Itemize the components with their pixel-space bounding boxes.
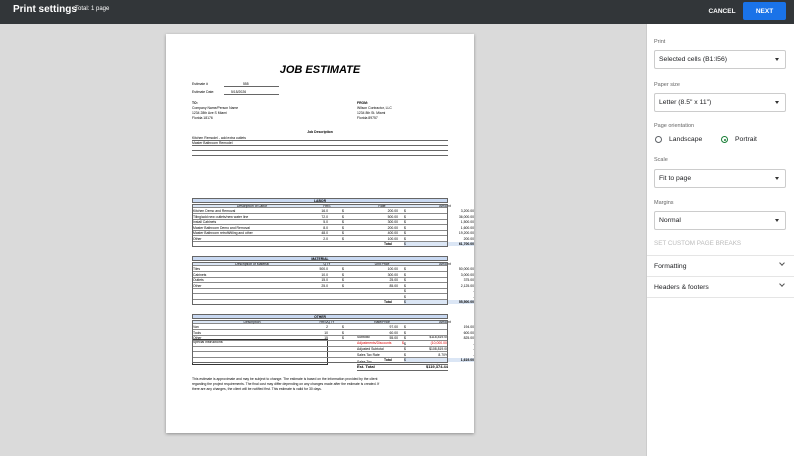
- material-total-currency: $: [404, 300, 406, 305]
- to-label: TO:: [192, 101, 198, 105]
- material-cell: Cabinets: [193, 272, 207, 277]
- page-title: Print settings: [13, 4, 77, 15]
- labor-cell: 200.00: [387, 225, 398, 230]
- from-label: FROM:: [357, 101, 369, 105]
- material-cell: 100.00: [387, 267, 398, 272]
- footer-line: there are any changes, the client will be notified first. This estimate is valid for 30 days.: [192, 387, 322, 391]
- material-cell: 25.00: [389, 278, 398, 283]
- other-cell: 2: [326, 325, 328, 330]
- labor-cell: $: [342, 225, 344, 230]
- labor-header-cell: Description of Labor: [236, 203, 268, 208]
- date-label: Estimate Date:: [192, 90, 215, 94]
- portrait-label[interactable]: Portrait: [735, 136, 757, 143]
- material-header-cell: Description of Material: [235, 261, 269, 266]
- other-cell: $: [404, 325, 406, 330]
- paper-size-label: Paper size: [654, 82, 680, 88]
- other-cell: Tools: [193, 330, 201, 335]
- formatting-label: Formatting: [654, 263, 687, 270]
- margins-value: Normal: [659, 217, 681, 224]
- labor-cell: $: [342, 220, 344, 225]
- material-total-value: 55,500.00: [404, 300, 474, 304]
- footer-line: This estimate is approximate and may be subject to change. The estimate is based on the information provided by the client: [192, 377, 378, 381]
- labor-header-cell: Amount: [439, 203, 451, 208]
- labor-header-cell: HRS: [323, 203, 331, 208]
- material-cell: 500.0: [319, 267, 328, 272]
- chevron-down-icon: [779, 281, 785, 287]
- labor-total-currency: $: [404, 242, 406, 247]
- estimate-no: 555: [243, 82, 249, 86]
- other-cell: 825.00: [463, 336, 474, 341]
- dropdown-caret-icon: [775, 177, 779, 180]
- labor-cell: Install Cabinets: [193, 220, 217, 225]
- labor-cell: 19,200.00: [458, 231, 474, 236]
- summary-value: 8.70%: [438, 353, 448, 357]
- labor-cell: 300.00: [387, 220, 398, 225]
- other-cell: 60.00: [389, 330, 398, 335]
- page-preview: [166, 34, 474, 433]
- print-range-select[interactable]: [654, 50, 786, 69]
- paper-size-select[interactable]: [654, 93, 786, 112]
- top-bar: [0, 0, 794, 24]
- dropdown-caret-icon: [775, 101, 779, 104]
- material-cell: 2,125.00: [460, 283, 474, 288]
- material-cell: Tiles: [193, 267, 201, 272]
- labor-cell: $: [404, 214, 406, 219]
- other-total-label: Total: [384, 358, 392, 363]
- other-cell: Van: [193, 325, 199, 330]
- labor-cell: 500.00: [387, 214, 398, 219]
- other-header-cell: HRS/QTY: [319, 319, 335, 324]
- other-cell: $: [342, 325, 344, 330]
- material-cell: $: [404, 267, 406, 272]
- summary-value: (10,000.00): [430, 341, 448, 345]
- material-cell: 3,000.00: [460, 272, 474, 277]
- headers-footers-label: Headers & footers: [654, 284, 709, 291]
- other-cell: $: [342, 330, 344, 335]
- to-line: Florida 18176: [192, 116, 213, 120]
- other-cell: $: [404, 347, 406, 352]
- to-line: Company Name/Person Name: [192, 106, 239, 110]
- material-cell: Outlets: [193, 278, 204, 283]
- est-total: $119,374.44: [425, 364, 448, 369]
- labor-cell: $: [342, 214, 344, 219]
- from-line: 1234 8th St. Miami: [357, 111, 386, 115]
- labor-cell: 72.0: [321, 214, 328, 219]
- other-header-cell: Rate/Price: [374, 319, 390, 324]
- landscape-label[interactable]: Landscape: [669, 136, 703, 143]
- other-cell: Other: [193, 336, 202, 341]
- material-cell: -: [472, 294, 474, 299]
- other-cell: -: [472, 352, 474, 357]
- material-header-cell: QTY: [323, 261, 331, 266]
- material-cell: 15.0: [321, 278, 328, 283]
- material-total-label: Total: [384, 300, 392, 305]
- dropdown-caret-icon: [775, 219, 779, 222]
- other-cell: 97.00: [389, 325, 398, 330]
- labor-cell: 36,000.00: [458, 214, 474, 219]
- material-cell: $: [404, 289, 406, 294]
- job-desc-line: Master Bathroom Remodel: [192, 141, 233, 145]
- material-cell: 300.00: [387, 272, 398, 277]
- headers-footers-section[interactable]: [647, 276, 794, 297]
- labor-cell: 1,600.00: [460, 225, 474, 230]
- labor-section-title: LABOR: [192, 198, 448, 203]
- doc-title: JOB ESTIMATE: [279, 64, 361, 76]
- labor-cell: $: [404, 236, 406, 241]
- labor-cell: 400.00: [387, 231, 398, 236]
- labor-cell: 16.0: [321, 209, 328, 214]
- material-cell: $: [342, 278, 344, 283]
- material-cell: $: [342, 267, 344, 272]
- other-cell: $: [404, 352, 406, 357]
- labor-cell: 200.00: [387, 209, 398, 214]
- labor-cell: 200.00: [463, 236, 474, 241]
- labor-cell: 1,500.00: [460, 220, 474, 225]
- from-line: Florida 89757: [357, 116, 378, 120]
- other-cell: -: [472, 341, 474, 346]
- material-cell: $: [342, 272, 344, 277]
- labor-cell: Tiling/add new outlets/new water line: [193, 214, 249, 219]
- job-desc-line: Kitchen Remodel - add extra outlets: [192, 136, 246, 140]
- other-cell: $: [404, 341, 406, 346]
- material-cell: $: [342, 283, 344, 288]
- other-total-currency: $: [404, 358, 406, 363]
- job-desc-label: Job Description: [307, 130, 333, 134]
- labor-cell: Master Bathroom retrofit/tiling and other: [193, 231, 253, 236]
- other-cell: 15: [324, 336, 328, 341]
- labor-cell: 5.0: [323, 220, 328, 225]
- material-cell: $: [404, 283, 406, 288]
- labor-header-cell: Rate: [378, 203, 386, 208]
- other-total-value: 1,619.00: [404, 358, 474, 362]
- summary-label: Subtotal: [357, 335, 370, 339]
- other-cell: 10: [324, 330, 328, 335]
- dropdown-caret-icon: [775, 58, 779, 61]
- summary-value: $108,819.00: [429, 347, 448, 351]
- cancel-button[interactable]: CANCEL: [702, 2, 742, 20]
- material-cell: $: [404, 278, 406, 283]
- paper-size-value: Letter (8.5" x 11"): [659, 99, 712, 106]
- material-header-cell: Unit Price: [374, 261, 390, 266]
- other-cell: 600.00: [463, 330, 474, 335]
- other-cell: 194.00: [463, 325, 474, 330]
- print-range-value: Selected cells (B1:I56): [659, 56, 728, 63]
- material-cell: 85.00: [389, 283, 398, 288]
- labor-cell: 3,200.00: [460, 209, 474, 214]
- summary-label: Adjusted Subtotal: [357, 347, 384, 351]
- custom-page-breaks-button[interactable]: SET CUSTOM PAGE BREAKS: [654, 240, 742, 247]
- landscape-radio[interactable]: [655, 136, 662, 143]
- other-cell: $: [404, 330, 406, 335]
- other-section-title: OTHER: [192, 314, 448, 319]
- other-table: [192, 320, 448, 364]
- divider: [647, 297, 794, 298]
- summary-currency: $: [402, 341, 404, 345]
- summary-label: Adjustments/Discounts: [357, 341, 392, 345]
- summary-value: $118,819.00: [429, 335, 448, 339]
- labor-cell: $: [342, 236, 344, 241]
- material-cell: $: [404, 294, 406, 299]
- settings-panel: [646, 24, 794, 456]
- labor-total-label: Total: [384, 242, 392, 247]
- formatting-section[interactable]: [647, 255, 794, 276]
- material-cell: 25.0: [321, 283, 328, 288]
- portrait-radio[interactable]: [721, 136, 728, 143]
- other-header-cell: Amount: [439, 319, 451, 324]
- labor-table: [192, 204, 448, 248]
- scale-label: Scale: [654, 157, 668, 163]
- material-section-title: MATERIAL: [192, 256, 448, 261]
- labor-cell: 2.0: [323, 236, 328, 241]
- labor-cell: $: [342, 231, 344, 236]
- summary-label: Sales Tax: [357, 360, 372, 364]
- from-line: Wilson Contractor, LLC: [357, 106, 392, 110]
- scale-select[interactable]: [654, 169, 786, 188]
- next-button[interactable]: NEXT: [743, 2, 786, 20]
- material-cell: -: [472, 289, 474, 294]
- material-cell: $: [404, 272, 406, 277]
- other-header-cell: Description: [243, 319, 261, 324]
- material-cell: 375.00: [463, 278, 474, 283]
- labor-cell: Master Bathroom Demo and Removal: [193, 225, 250, 230]
- other-cell: 55.00: [389, 336, 398, 341]
- labor-cell: 8.0: [323, 225, 328, 230]
- other-cell: $: [342, 336, 344, 341]
- scale-value: Fit to page: [659, 175, 692, 182]
- labor-cell: $: [404, 231, 406, 236]
- material-cell: 10.0: [321, 272, 328, 277]
- footer-line: regarding the project requirements. The final cost may differ depending on any changes made after the estimate is created. If: [192, 382, 380, 386]
- to-line: 1234 28th Ave S Miami: [192, 111, 227, 115]
- estimate-no-label: Estimate #: [192, 82, 209, 86]
- other-cell: -: [472, 347, 474, 352]
- est-total-label: Est. Total: [357, 364, 375, 369]
- labor-cell: $: [342, 209, 344, 214]
- material-header-cell: Amount: [439, 261, 451, 266]
- special-label: Special Instructions:: [193, 340, 224, 344]
- labor-cell: $: [404, 220, 406, 225]
- material-table: [192, 262, 448, 306]
- material-cell: Other: [193, 283, 202, 288]
- margins-select[interactable]: [654, 211, 786, 230]
- other-cell: $: [404, 336, 406, 341]
- date: 5/15/2026: [231, 90, 247, 94]
- labor-cell: $: [404, 225, 406, 230]
- total-pages: Total: 1 page: [75, 6, 110, 12]
- labor-cell: $: [404, 209, 406, 214]
- material-cell: 50,000.00: [458, 267, 474, 272]
- margins-label: Margins: [654, 200, 674, 206]
- print-label: Print: [654, 39, 666, 45]
- orientation-label: Page orientation: [654, 123, 695, 129]
- labor-cell: 100.00: [387, 236, 398, 241]
- labor-total-value: 61,700.00: [404, 242, 474, 246]
- chevron-down-icon: [779, 260, 785, 266]
- summary-label: Sales Tax Rate: [357, 353, 380, 357]
- labor-cell: 48.0: [321, 231, 328, 236]
- labor-cell: Kitchen Demo and Removal: [193, 209, 236, 214]
- labor-cell: Other: [193, 236, 202, 241]
